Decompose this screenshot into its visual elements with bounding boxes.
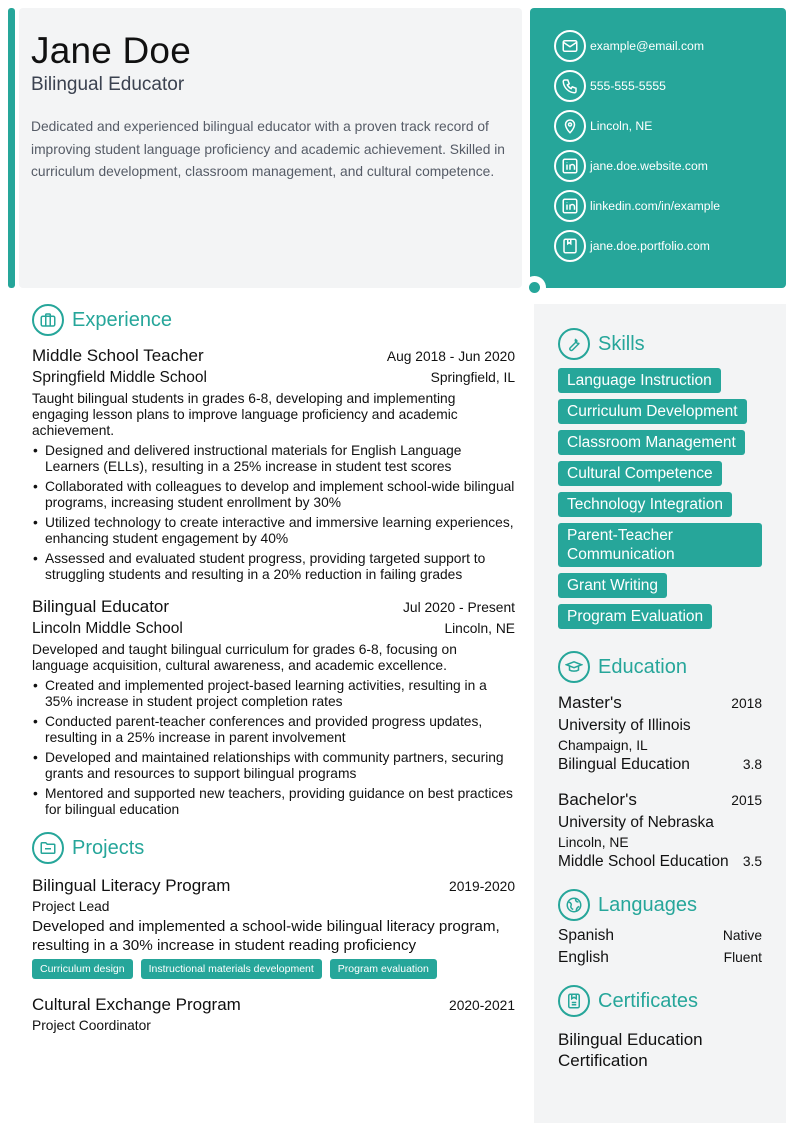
edu-degree: Master's: [558, 693, 622, 712]
job-location: Lincoln, NE: [444, 621, 515, 636]
job-description: Developed and taught bilingual curriculum for grades 6-8, focusing on language acquisition, cultural awareness, and academic excellence.: [32, 642, 457, 673]
summary: Dedicated and experienced bilingual educator with a proven track record of improving student language proficiency and academic achievement. Skilled in curriculum development, classroom management, and cultural competence.: [31, 119, 505, 180]
sidebar-content: [558, 328, 762, 1071]
bullet-item: • Assessed and evaluated student progress, providing targeted support to struggling students and resulting in a 20% reduction in failing grades: [32, 551, 515, 583]
contact-linkedin-text: linkedin.com/in/example: [590, 199, 721, 213]
project-entry: [32, 995, 515, 1033]
section-title: Projects: [72, 836, 145, 859]
section-title: Languages: [598, 893, 697, 916]
phone-icon: [554, 70, 586, 102]
skill-tag: Cultural Competence: [558, 461, 722, 486]
bullet-item: • Utilized technology to create interactive and immersive learning experiences, enhancing student engagement by 40%: [32, 515, 515, 547]
skill-tag: Curriculum Development: [558, 399, 747, 424]
skill-tag: Parent-Teacher Communication: [558, 523, 762, 567]
skills-heading: [558, 328, 762, 360]
project-tag: Curriculum design: [32, 959, 133, 979]
job-bullets: [32, 678, 515, 818]
globe-icon: [558, 889, 590, 921]
accent-bar: [8, 8, 15, 288]
bullet-item: • Conducted parent-teacher conferences and provided progress updates, resulting in a 25% increase in parent involvement: [32, 714, 515, 746]
edu-school: University of Illinois: [558, 717, 691, 734]
linkedin-icon: [554, 150, 586, 182]
contact-email[interactable]: [554, 30, 786, 62]
section-title: Skills: [598, 332, 645, 355]
skill-list: [558, 368, 762, 635]
edu-location: Champaign, IL: [558, 738, 648, 753]
language-level: Native: [722, 928, 762, 943]
skill-tag: Program Evaluation: [558, 604, 712, 629]
section-title: Certificates: [598, 989, 699, 1012]
project-tag: Program evaluation: [330, 959, 437, 979]
portfolio-icon: [554, 230, 586, 262]
contact-linkedin[interactable]: [554, 190, 786, 222]
job-entry: [32, 346, 515, 583]
contact-location: [554, 110, 786, 142]
language-list: [558, 927, 762, 967]
contact-phone-text: 555-555-5555: [590, 79, 666, 93]
project-tag: Instructional materials development: [141, 959, 322, 979]
location-icon: [554, 110, 586, 142]
edu-field: Bilingual Education: [558, 756, 690, 773]
contact-email-text: example@email.com: [590, 39, 704, 53]
skill-tag: Grant Writing: [558, 573, 667, 598]
education-entry: [558, 693, 762, 774]
job-dates: Aug 2018 - Jun 2020: [386, 349, 515, 364]
job-title: Bilingual Educator: [32, 597, 170, 616]
language-name: English: [558, 949, 609, 966]
skill-tag: Language Instruction: [558, 368, 721, 393]
certificate-icon: [558, 985, 590, 1017]
job-bullets: [32, 443, 515, 583]
candidate-title: Bilingual Educator: [31, 74, 185, 95]
projects-heading: [32, 832, 515, 864]
bullet-item: • Collaborated with colleagues to develop and implement school-wide bilingual programs, increasing student enrollment by 30%: [32, 479, 515, 511]
job-company: Lincoln Middle School: [32, 620, 183, 637]
bullet-item: • Designed and delivered instructional materials for English Language Learners (ELLs), resulting in a 25% increase in student test scores: [32, 443, 515, 475]
contact-phone[interactable]: [554, 70, 786, 102]
job-title: Middle School Teacher: [32, 346, 204, 365]
project-entry: [32, 876, 515, 979]
job-description: Taught bilingual students in grades 6-8, developing and implementing engaging lesson plans to improve language proficiency and academic achievement.: [32, 391, 458, 438]
edu-year: 2018: [731, 696, 762, 711]
certificate-item: Bilingual Education Certification: [558, 1030, 703, 1070]
project-description: Developed and implemented a school-wide bilingual literacy program, resulting in a 30% increase in student reading proficiency: [32, 918, 500, 954]
project-role: Project Lead: [32, 899, 110, 914]
edu-gpa: 3.8: [742, 757, 762, 772]
edu-gpa: 3.5: [742, 854, 762, 869]
job-company: Springfield Middle School: [32, 369, 207, 386]
bullet-item: • Mentored and supported new teachers, providing guidance on best practices for bilingual education: [32, 786, 515, 818]
linkedin-icon: [554, 190, 586, 222]
divider-dot: [529, 282, 540, 293]
project-dates: 2020-2021: [449, 998, 515, 1013]
language-name: Spanish: [558, 927, 615, 944]
section-title: Experience: [72, 308, 173, 331]
language-level: Fluent: [723, 950, 762, 965]
contact-website-text: jane.doe.website.com: [590, 159, 708, 173]
job-entry: [32, 597, 515, 818]
graduation-cap-icon: [558, 651, 590, 683]
briefcase-icon: [32, 304, 64, 336]
header: [19, 8, 522, 288]
project-tags: [32, 959, 515, 979]
section-title: Education: [598, 655, 687, 678]
job-location: Springfield, IL: [430, 370, 515, 385]
experience-heading: [32, 304, 515, 336]
language-item: [558, 949, 762, 967]
contact-panel: [530, 8, 786, 288]
education-entry: [558, 790, 762, 871]
edu-school: University of Nebraska: [558, 814, 714, 831]
candidate-name: Jane Doe: [31, 30, 191, 71]
language-item: [558, 927, 762, 945]
project-name: Cultural Exchange Program: [32, 995, 241, 1014]
edu-year: 2015: [731, 793, 762, 808]
project-role: Project Coordinator: [32, 1018, 151, 1033]
education-heading: [558, 651, 762, 683]
job-dates: Jul 2020 - Present: [403, 600, 515, 615]
project-name: Bilingual Literacy Program: [32, 876, 231, 895]
skill-tag: Technology Integration: [558, 492, 732, 517]
contact-portfolio[interactable]: [554, 230, 786, 262]
main-column: [32, 304, 515, 1033]
contact-website[interactable]: [554, 150, 786, 182]
edu-field: Middle School Education: [558, 853, 729, 870]
project-dates: 2019-2020: [449, 879, 515, 894]
bullet-item: • Developed and maintained relationships with community partners, securing grants and resources to support bilingual programs: [32, 750, 515, 782]
languages-heading: [558, 889, 762, 921]
wrench-icon: [558, 328, 590, 360]
contact-location-text: Lincoln, NE: [590, 119, 653, 133]
edu-location: Lincoln, NE: [558, 835, 629, 850]
bullet-item: • Created and implemented project-based learning activities, resulting in a 35% increase in student project completion rates: [32, 678, 515, 710]
contact-portfolio-text: jane.doe.portfolio.com: [590, 239, 710, 253]
folder-icon: [32, 832, 64, 864]
edu-degree: Bachelor's: [558, 790, 637, 809]
certificates-heading: [558, 985, 762, 1017]
email-icon: [554, 30, 586, 62]
skill-tag: Classroom Management: [558, 430, 745, 455]
